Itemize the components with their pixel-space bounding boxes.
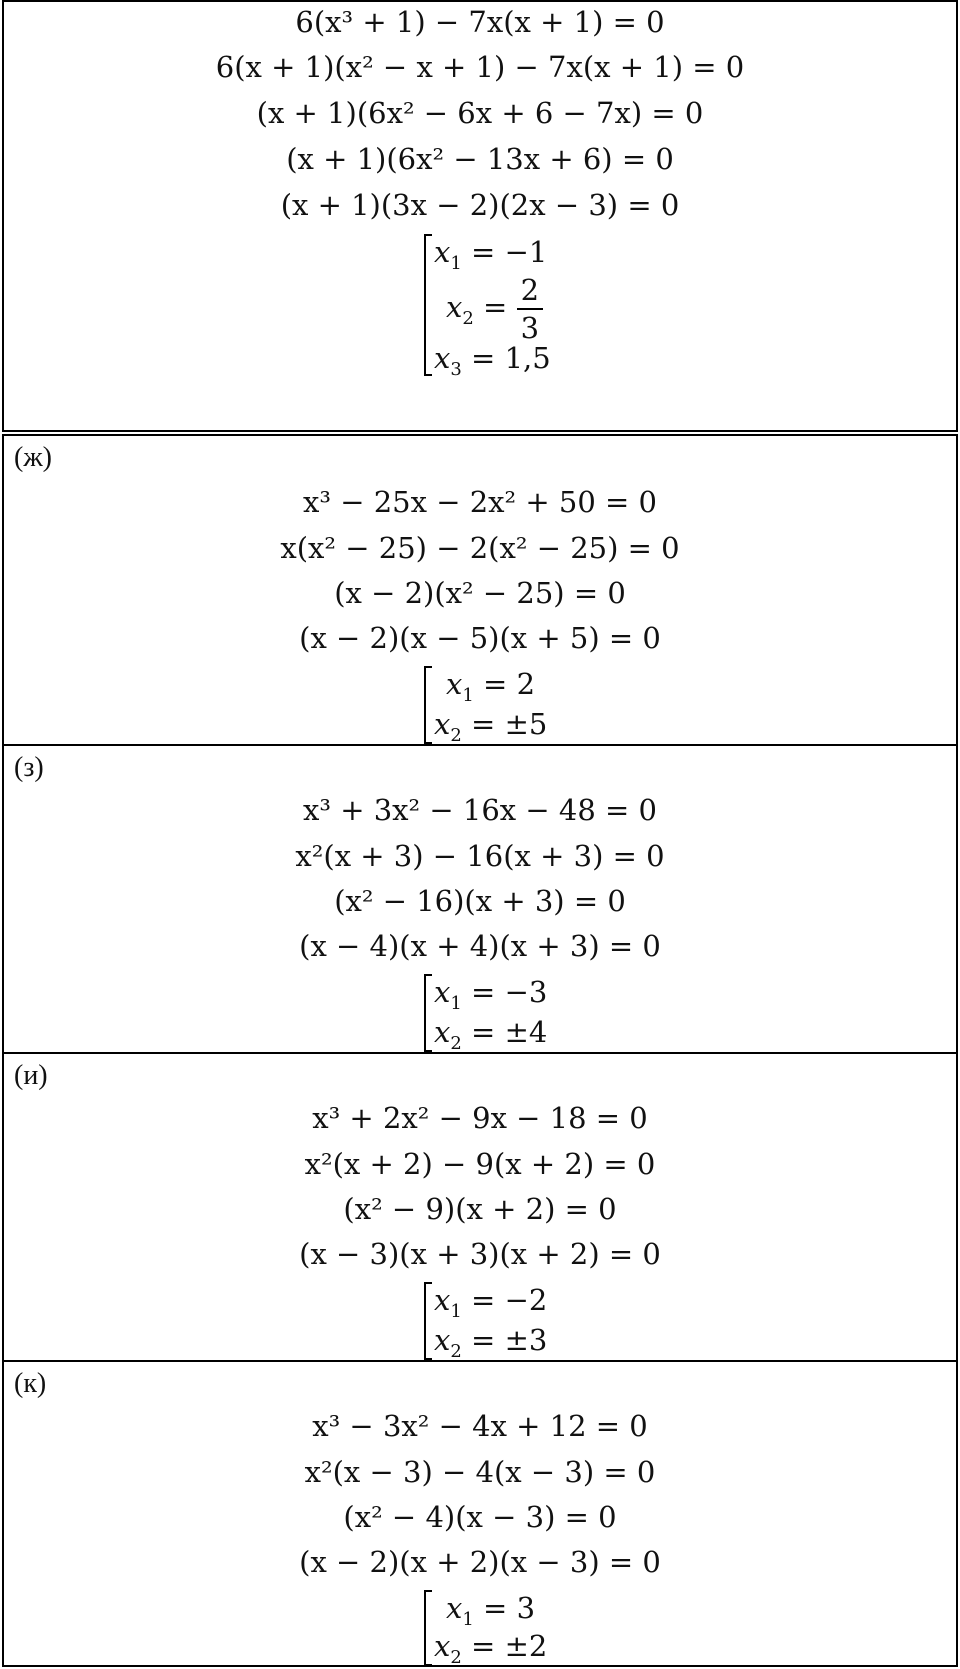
equation-line: (x − 2)(x² − 25) = 0	[334, 576, 626, 610]
equation-line: (x − 3)(x + 3)(x + 2) = 0	[299, 1237, 661, 1271]
root-row: $x_1 = 3$	[446, 1591, 536, 1630]
root-row: $x_2 = \pm 5$	[434, 707, 548, 746]
solution-cell-k	[2, 1360, 958, 1667]
equation-line: x³ − 3x² − 4x + 12 = 0	[312, 1409, 648, 1443]
equation-line: (x + 1)(6x² − 6x + 6 − 7x) = 0	[256, 96, 704, 130]
solution-cell-zh	[2, 434, 958, 746]
root-x2: ±3	[504, 1323, 548, 1357]
roots-system	[424, 1282, 548, 1362]
root-row: $x_1 = -3$	[434, 975, 548, 1014]
root-x1: −3	[504, 975, 548, 1009]
root-row: $x_3 = 1,5$	[434, 341, 551, 380]
roots-system	[424, 666, 548, 746]
root-row: $x_2 = \pm 4$	[434, 1015, 548, 1054]
equation-line: (x − 2)(x − 5)(x + 5) = 0	[299, 621, 661, 655]
solution-cell-z	[2, 744, 958, 1054]
equation-line: (x + 1)(3x − 2)(2x − 3) = 0	[280, 188, 680, 222]
roots-system	[424, 974, 548, 1054]
root-x1: −2	[504, 1283, 548, 1317]
fraction-denominator: 3	[520, 311, 540, 345]
root-row: $x_1 = 2$	[446, 667, 536, 706]
root-x1: −1	[504, 235, 548, 269]
equation-line: x³ + 3x² − 16x − 48 = 0	[303, 793, 657, 827]
fraction-numerator: 2	[517, 272, 543, 310]
equation-line: (x − 4)(x + 4)(x + 3) = 0	[299, 929, 661, 963]
solution-cell-i	[2, 1052, 958, 1362]
root-x2: ±2	[504, 1629, 548, 1663]
equation-line: 6(x³ + 1) − 7x(x + 1) = 0	[295, 5, 665, 39]
cell-label: (и)	[14, 1060, 48, 1091]
equation-line: x³ − 25x − 2x² + 50 = 0	[303, 485, 657, 519]
equation-line: x²(x − 3) − 4(x − 3) = 0	[304, 1455, 656, 1489]
equation-line: (x + 1)(6x² − 13x + 6) = 0	[286, 142, 674, 176]
root-row: $x_2$ = $\frac{2}{3}$	[446, 272, 543, 346]
solution-cell-e	[2, 0, 958, 432]
root-x1: 2	[516, 667, 536, 701]
equation-line: x(x² − 25) − 2(x² − 25) = 0	[280, 531, 680, 565]
root-x1: 3	[516, 1591, 536, 1625]
cell-label: (з)	[14, 752, 44, 783]
cell-label: (к)	[14, 1368, 47, 1399]
fraction	[517, 272, 543, 346]
root-row: $x_2 = \pm 2$	[434, 1629, 548, 1667]
roots-system	[424, 1590, 548, 1667]
equation-line: (x − 2)(x + 2)(x − 3) = 0	[299, 1545, 661, 1579]
root-row: $x_1 = -2$	[434, 1283, 548, 1322]
equation-line: (x² − 4)(x − 3) = 0	[343, 1500, 617, 1534]
cell-label: (ж)	[14, 442, 52, 473]
root-x3: 1,5	[504, 341, 551, 375]
equation-line: (x² − 9)(x + 2) = 0	[343, 1192, 617, 1226]
root-x2: ±5	[504, 707, 548, 741]
equation-line: x²(x + 2) − 9(x + 2) = 0	[304, 1147, 656, 1181]
roots-system	[424, 234, 551, 380]
root-row: $x_2 = \pm 3$	[434, 1323, 548, 1362]
equation-line: x³ + 2x² − 9x − 18 = 0	[312, 1101, 648, 1135]
equation-line: x²(x + 3) − 16(x + 3) = 0	[295, 839, 665, 873]
equation-line: (x² − 16)(x + 3) = 0	[334, 884, 626, 918]
equation-line: 6(x + 1)(x² − x + 1) − 7x(x + 1) = 0	[215, 50, 745, 84]
root-x2: ±4	[504, 1015, 548, 1049]
root-row: $x_1 = -1$	[434, 235, 548, 274]
